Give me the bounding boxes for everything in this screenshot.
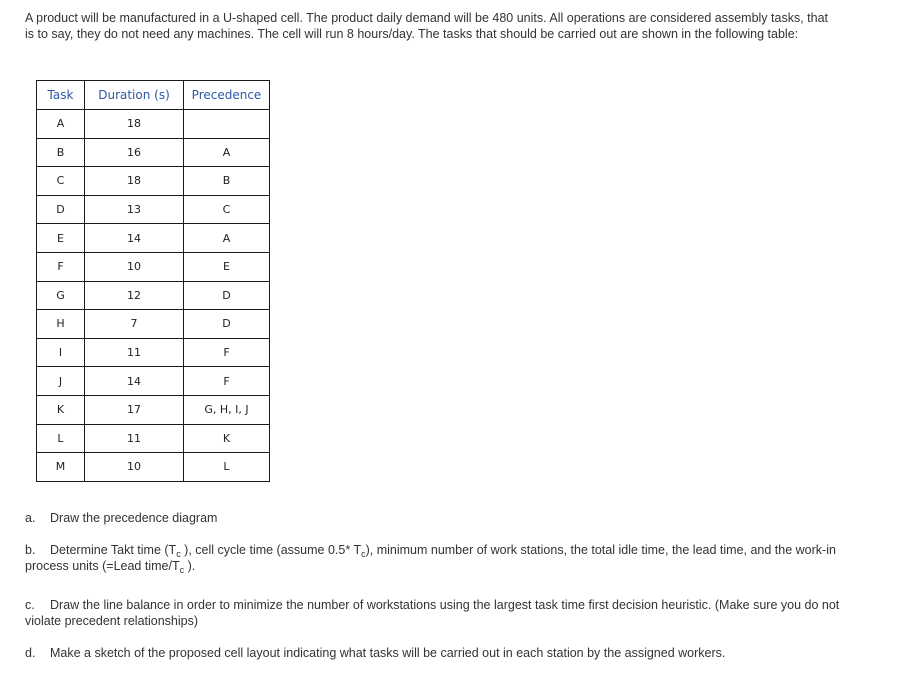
question-b-text-1: Determine Takt time (T: [50, 543, 177, 557]
task-cell: L: [37, 424, 85, 453]
task-cell: D: [37, 195, 85, 224]
table-header-row: [37, 81, 270, 110]
precedence-cell: G, H, I, J: [184, 395, 270, 424]
duration-cell: 16: [85, 138, 184, 167]
header-task: Task: [37, 81, 85, 110]
task-cell: C: [37, 167, 85, 196]
precedence-cell: K: [184, 424, 270, 453]
task-cell: K: [37, 395, 85, 424]
header-precedence: Precedence: [184, 81, 270, 110]
question-b-text-3: ), minimum number of work stations, the total idle time, the lead time, and the work-in process units (=Lead time/T: [25, 543, 836, 573]
table-row: [37, 395, 270, 424]
question-b: [25, 542, 845, 574]
table-row: [37, 281, 270, 310]
task-table: [36, 80, 270, 482]
table-row: [37, 195, 270, 224]
precedence-cell: F: [184, 367, 270, 396]
precedence-cell: D: [184, 281, 270, 310]
duration-cell: 18: [85, 110, 184, 139]
duration-cell: 14: [85, 367, 184, 396]
precedence-cell: B: [184, 167, 270, 196]
table-row: [37, 310, 270, 339]
table-row: [37, 224, 270, 253]
duration-cell: 14: [85, 224, 184, 253]
question-b-text-4: ).: [184, 559, 196, 573]
question-c-label: c.: [25, 598, 35, 612]
precedence-cell: [184, 110, 270, 139]
duration-cell: 17: [85, 395, 184, 424]
question-b-sub-1: c: [176, 549, 181, 559]
question-d-label: d.: [25, 646, 36, 660]
task-cell: M: [37, 453, 85, 482]
duration-cell: 10: [85, 453, 184, 482]
precedence-cell: L: [184, 453, 270, 482]
question-b-sub-2: c: [361, 549, 366, 559]
table-row: [37, 252, 270, 281]
table-row: [37, 110, 270, 139]
duration-cell: 11: [85, 338, 184, 367]
problem-intro: A product will be manufactured in a U-shaped cell. The product daily demand will be 480 units. All operations are considered assembly tasks, that is to say, they do not need any machines. The cell will run 8 hours/day. The tasks that should be carried out are shown in the following table:: [25, 11, 828, 41]
precedence-cell: A: [184, 224, 270, 253]
duration-cell: 18: [85, 167, 184, 196]
header-duration: Duration (s): [85, 81, 184, 110]
table-row: [37, 367, 270, 396]
question-c-text: Draw the line balance in order to minimize the number of workstations using the largest task time first decision heuristic. (Make sure you do not violate precedent relationships): [25, 598, 840, 628]
duration-cell: 11: [85, 424, 184, 453]
task-cell: F: [37, 252, 85, 281]
precedence-cell: E: [184, 252, 270, 281]
precedence-cell: A: [184, 138, 270, 167]
task-cell: I: [37, 338, 85, 367]
question-b-sub-3: c: [179, 565, 185, 575]
task-cell: G: [37, 281, 85, 310]
duration-cell: 7: [85, 310, 184, 339]
duration-cell: 13: [85, 195, 184, 224]
precedence-cell: D: [184, 310, 270, 339]
question-b-text-2: ), cell cycle time (assume 0.5* T: [180, 543, 362, 557]
table-row: [37, 453, 270, 482]
question-b-label: b.: [25, 543, 36, 557]
task-cell: A: [37, 110, 85, 139]
precedence-cell: F: [184, 338, 270, 367]
question-a-text: Draw the precedence diagram: [50, 511, 218, 525]
table-row: [37, 338, 270, 367]
question-a: [25, 510, 845, 526]
duration-cell: 10: [85, 252, 184, 281]
task-cell: J: [37, 367, 85, 396]
table-row: [37, 138, 270, 167]
task-cell: E: [37, 224, 85, 253]
question-c: [25, 597, 845, 629]
task-cell: H: [37, 310, 85, 339]
question-a-label: a.: [25, 511, 36, 525]
question-d-text: Make a sketch of the proposed cell layout indicating what tasks will be carried out in each station by the assigned workers.: [50, 646, 726, 660]
table-row: [37, 167, 270, 196]
precedence-cell: C: [184, 195, 270, 224]
task-cell: B: [37, 138, 85, 167]
question-d: [25, 645, 845, 661]
table-row: [37, 424, 270, 453]
duration-cell: 12: [85, 281, 184, 310]
